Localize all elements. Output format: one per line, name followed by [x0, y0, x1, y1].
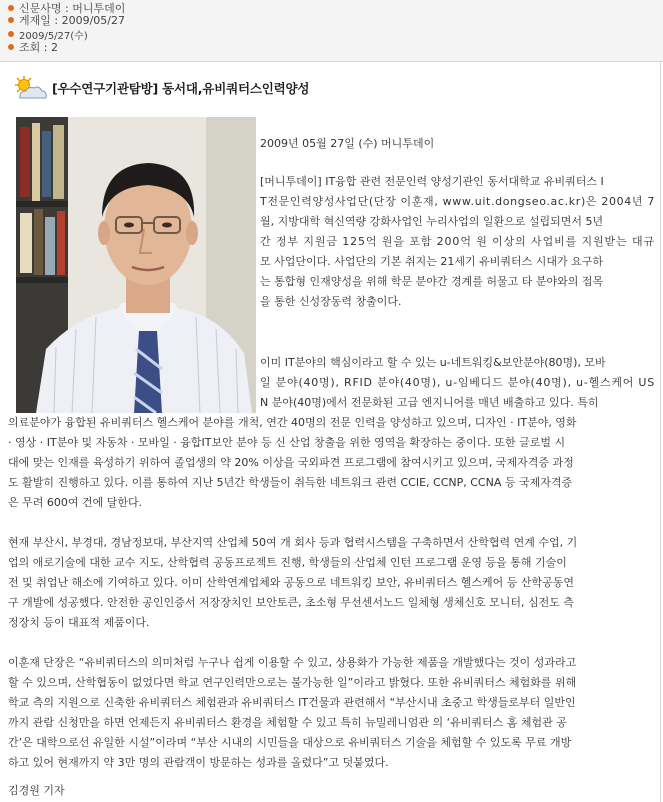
text-line: 은 무려 600여 건에 달한다. — [8, 496, 143, 509]
paragraph-intro — [260, 172, 655, 312]
bullet-icon — [8, 5, 14, 11]
meta-views — [8, 40, 58, 54]
text-line: 이훈재 단장은 “유비쿼터스의 의미처럼 누구나 쉽게 이용할 수 있고, 상용화가 가능한 제품을 개발했다는 것이 성과라고 — [8, 656, 577, 669]
article-byline: 김경원 기자 — [8, 784, 65, 797]
text-line: 모 사업단이다. 사업단의 기본 취지는 21세기 유비쿼터스 시대가 요구하 — [260, 255, 603, 268]
meta-views-text: 조회 : 2 — [19, 41, 58, 54]
meta-posted — [8, 13, 125, 27]
text-line: 일 분야(40명), RFID 분야(40명), u-임베디드 분야(40명), u-헬스케어 US — [260, 376, 655, 389]
portrait-photo — [16, 117, 256, 413]
article-title-row — [11, 74, 309, 102]
bullet-icon — [8, 44, 14, 50]
text-line: 간 정부 지원금 125억 원을 포함 200억 원 이상의 사업비를 지원받는 대규 — [260, 235, 655, 248]
meta-newspaper-text: 신문사명 : 머니투데이 — [19, 2, 126, 15]
text-line: 할 수 있으며, 산학협동이 없었다면 학교 연구인력만으로는 불가능한 일”이라고 밝혔다. 또한 유비쿼터스 체험화를 위해 — [8, 676, 577, 689]
text-line: 전 및 취업난 해소에 기여하고 있다. 이미 산학연계업체와 공동으로 네트워킹 보안, 유비쿼터스 헬스케어 등 산학공동연 — [8, 576, 574, 589]
text-line: 도 활발히 진행하고 있다. 이를 통하여 지난 5년간 학생들이 취득한 네트워크 관련 CCIE, CCNP, CCNA 등 국제자격증 — [8, 476, 573, 489]
text-line: 대에 맞는 인재를 육성하기 위하여 졸업생의 약 20% 이상을 국외파견 프로그램에 참여시키고 있으며, 국제자격증 과정 — [8, 456, 574, 469]
bullet-icon — [8, 17, 14, 23]
text-line: 까지 관람 신청만을 하면 언제든지 유비쿼터스 환경을 체험할 수 있고 특히 뉴밀레니엄관 의 ‘유비쿼터스 홈 체험관 공 — [8, 716, 567, 729]
text-line: 월, 지방대학 혁신역량 강화사업인 누리사업의 일환으로 설립되면서 5년 — [260, 215, 604, 228]
article-title: [우수연구기관탐방] 동서대,유비쿼터스인력양성 — [52, 81, 310, 96]
article-dateline: 2009년 05월 27일 (수) 머니투데이 — [260, 137, 435, 150]
text-line: 하고 있어 현재까지 약 3만 명의 관람객이 방문하는 성과를 올렸다”고 덧붙였다. — [8, 756, 389, 769]
text-line: [머니투데이] IT융합 관련 전문인력 양성기관인 동서대학교 유비쿼터스 I — [260, 175, 604, 188]
text-line: 의료분야가 융합된 유비쿼터스 헬스케어 분야를 개척, 연간 40명의 전문 인력을 양성하고 있으며, 디자인 · IT분야, 영화 — [8, 416, 577, 429]
text-line: 간’은 대학으로선 유일한 시설”이라며 “부산 시내의 시민들을 대상으로 유비쿼터스 기술을 체험할 수 있도록 무료 개방 — [8, 736, 572, 749]
right-border — [660, 62, 661, 802]
bullet-icon — [8, 31, 14, 37]
paragraph-fields-full — [8, 413, 655, 513]
text-line: 현재 부산시, 부경대, 경남정보대, 부산지역 산업체 50여 개 회사 등과 협력시스템을 구축하면서 산학협력 연계 수업, 기 — [8, 536, 578, 549]
paragraph-industry — [8, 533, 655, 633]
sun-cloud-icon — [11, 74, 49, 102]
meta-posted-text: 게재일 : 2009/05/27 — [19, 14, 125, 27]
text-line: 이미 IT분야의 핵심이라고 할 수 있는 u-네트워킹&보안분야(80명), 모바 — [260, 356, 606, 369]
paragraph-quote — [8, 653, 655, 773]
text-line: 업의 애로기술에 대한 교수 지도, 산학협력 공동프로젝트 진행, 학생들의 산업체 인턴 프로그램 운영 등을 통해 기술이 — [8, 556, 567, 569]
paragraph-fields-side — [260, 353, 655, 413]
text-line: N 분야(40명)에서 전문화된 고급 엔지니어를 매년 배출하고 있다. 특히 — [260, 396, 599, 409]
text-line: · 영상 · IT분야 및 자동차 · 모바일 · 융합IT보안 분야 등 신 산업 창출을 위한 영역을 확장하는 중이다. 또한 글로벌 시 — [8, 436, 566, 449]
meta-date-small-text: 2009/5/27(수) — [19, 30, 88, 42]
text-line: T전문인력양성사업단(단장 이훈재, www.uit.dongseo.ac.kr)은 2004년 7 — [260, 195, 655, 208]
text-line: 는 통합형 인재양성을 위해 학문 분야간 경계를 허물고 타 분야와의 접목 — [260, 275, 604, 288]
article-meta-box — [0, 0, 663, 62]
text-line: 정장치 등이 대표적 제품이다. — [8, 616, 150, 629]
text-line: 을 통한 신성장동력 창출이다. — [260, 295, 402, 308]
text-line: 학교 측의 지원으로 신축한 유비쿼터스 체험관과 유비쿼터스 IT건물과 관련해서 “부산시내 초중고 학생들로부터 일반인 — [8, 696, 576, 709]
text-line: 구 개발에 성공했다. 안전한 공인인증서 저장장치인 보안토큰, 초소형 무선센서노드 일체형 생체신호 모니터, 심전도 측 — [8, 596, 574, 609]
